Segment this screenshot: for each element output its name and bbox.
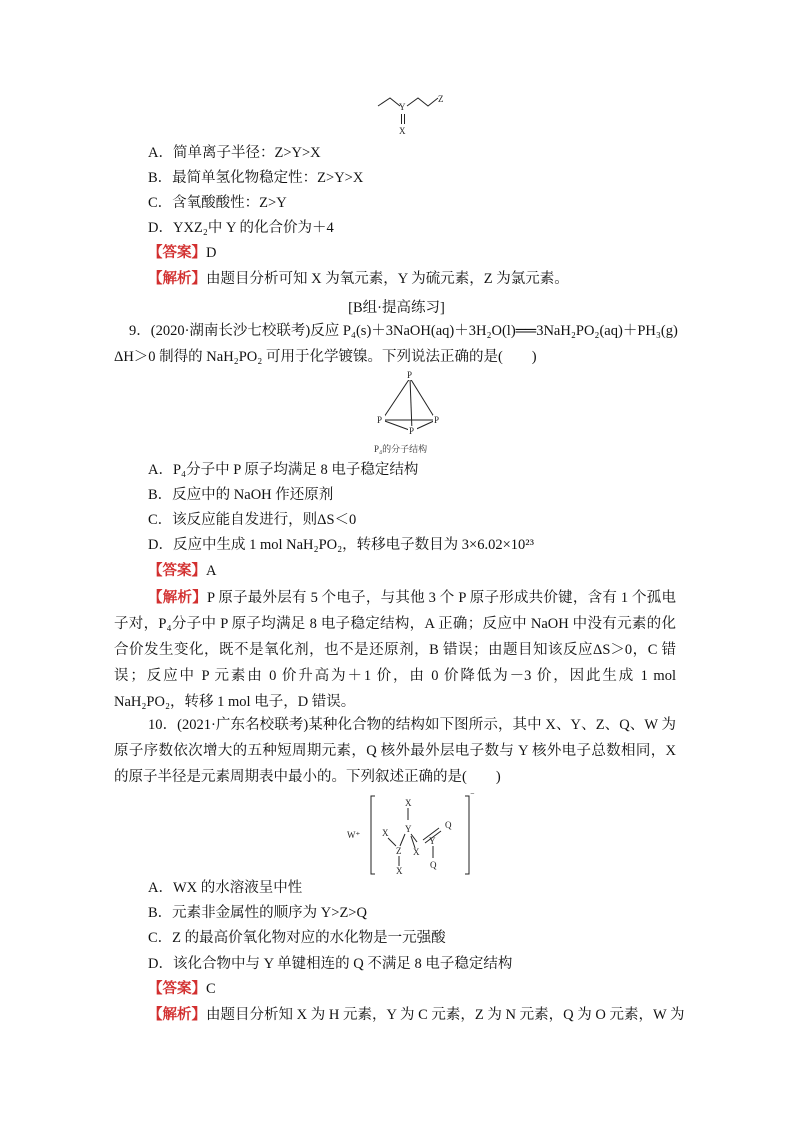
q10-option-b: B．元素非金属性的顺序为 Y>Z>Q	[148, 905, 367, 921]
q8-option-b: B．最简单氢化物稳定性：Z>Y>X	[148, 170, 364, 186]
q10-explanation	[148, 1005, 685, 1025]
explanation-text: 由题目分析知 X 为 H 元素，Y 为 C 元素，Z 为 N 元素，Q 为 O 元素，W 为	[206, 1007, 685, 1023]
q8-atom-z: Z	[438, 94, 444, 104]
answer-value: A	[206, 563, 217, 579]
q8-option-a: A．简单离子半径：Z>Y>X	[148, 145, 321, 161]
q10-atom-x-left: X	[382, 828, 389, 838]
p4-structure-figure	[370, 368, 460, 458]
p4-figure-caption: P₄的分子结构	[374, 444, 428, 454]
p4-atom-bottom: P	[409, 426, 415, 436]
q9-explanation	[114, 585, 676, 715]
q8-option-c: C．含氧酸酸性：Z>Y	[148, 195, 287, 211]
q10-answer	[148, 979, 216, 999]
q10-atom-x-bottom: X	[396, 866, 403, 876]
q9-option-c: C．该反应能自发进行，则ΔS＜0	[148, 512, 357, 528]
q8-atom-y: Y	[399, 102, 406, 112]
q8-answer	[148, 243, 216, 263]
p4-atom-top: P	[407, 370, 413, 380]
q9-stem-line1: 9．(2020·湖南长沙七校联考)反应 P₄(s)＋3NaOH(aq)＋3H₂O(l)══3NaH₂PO₂(aq)＋PH₃(g)	[129, 323, 678, 339]
q10-option-d: D．该化合物中与 Y 单键相连的 Q 不满足 8 电子稳定结构	[148, 956, 513, 972]
q10-atom-x-mid: X	[413, 847, 420, 857]
explanation-tag: 【解析】	[148, 590, 207, 606]
p4-atom-right: P	[434, 415, 440, 425]
q10-atom-q-bottom: Q	[430, 860, 437, 870]
explanation-tag: 【解析】	[148, 271, 206, 287]
p4-atom-left: P	[377, 415, 383, 425]
q10-atom-y1: Y	[405, 824, 412, 834]
q10-atom-y2: Y	[429, 836, 436, 846]
q9-stem-line2: ΔH＞0 制得的 NaH₂PO₂ 可用于化学镀镍。下列说法正确的是( )	[114, 349, 537, 365]
answer-value: D	[206, 245, 217, 261]
q9-option-b: B．反应中的 NaOH 作还原剂	[148, 487, 334, 503]
q9-option-d: D．反应中生成 1 mol NaH₂PO₂，转移电子数目为 3×6.02×10²³	[148, 537, 534, 553]
q10-atom-q-top: Q	[445, 820, 452, 830]
q9-answer	[148, 561, 216, 581]
q8-explanation	[148, 269, 569, 289]
q8-atom-x: X	[399, 126, 406, 136]
q8-option-d: D．YXZ₂中 Y 的化合价为＋4	[148, 220, 334, 236]
q10-atom-x-top: X	[405, 798, 412, 808]
q10-option-c: C．Z 的最高价氧化物对应的水化物是一元强酸	[148, 930, 446, 946]
explanation-tag: 【解析】	[148, 1007, 206, 1023]
answer-tag: 【答案】	[148, 245, 206, 261]
section-title: [B组·提高练习]	[348, 300, 445, 316]
q10-option-a: A．WX 的水溶液呈中性	[148, 880, 303, 896]
answer-tag: 【答案】	[148, 981, 206, 997]
answer-value: C	[206, 981, 216, 997]
q9-option-a: A．P₄分子中 P 原子均满足 8 电子稳定结构	[148, 462, 419, 478]
explanation-text: 由题目分析可知 X 为氧元素，Y 为硫元素，Z 为氯元素。	[206, 271, 569, 287]
q10-cation-w: W⁺	[347, 830, 361, 840]
q10-atom-z: Z	[396, 846, 402, 856]
q10-structure-figure	[345, 790, 475, 880]
q8-structure-figure	[370, 88, 470, 140]
answer-tag: 【答案】	[148, 563, 206, 579]
q10-anion-charge: ⁻	[470, 790, 475, 800]
explanation-text: P 原子最外层有 5 个电子，与其他 3 个 P 原子形成共价键，含有 1 个孤电子对，P₄分子中 P 原子均满足 8 电子稳定结构，A 正确；反应中 NaOH 中没有元素的化合价发生变化，既不是氧化剂，也不是还原剂，B 错误；由题目知该反应ΔS＞0，C 错误；反应中 P 元素由 0 价升高为＋1 价，由 0 价降低为－3 价，因此生成 1 mol NaH₂PO₂，转移 1 mol 电子，D 错误。	[114, 590, 676, 710]
q10-stem: 10．(2021·广东名校联考)某种化合物的结构如下图所示，其中 X、Y、Z、Q、W 为原子序数依次增大的五种短周期元素，Q 核外最外层电子数与 Y 核外电子总数相同，X 的原子半径是元素周期表中最小的。下列叙述正确的是( )	[114, 717, 676, 785]
